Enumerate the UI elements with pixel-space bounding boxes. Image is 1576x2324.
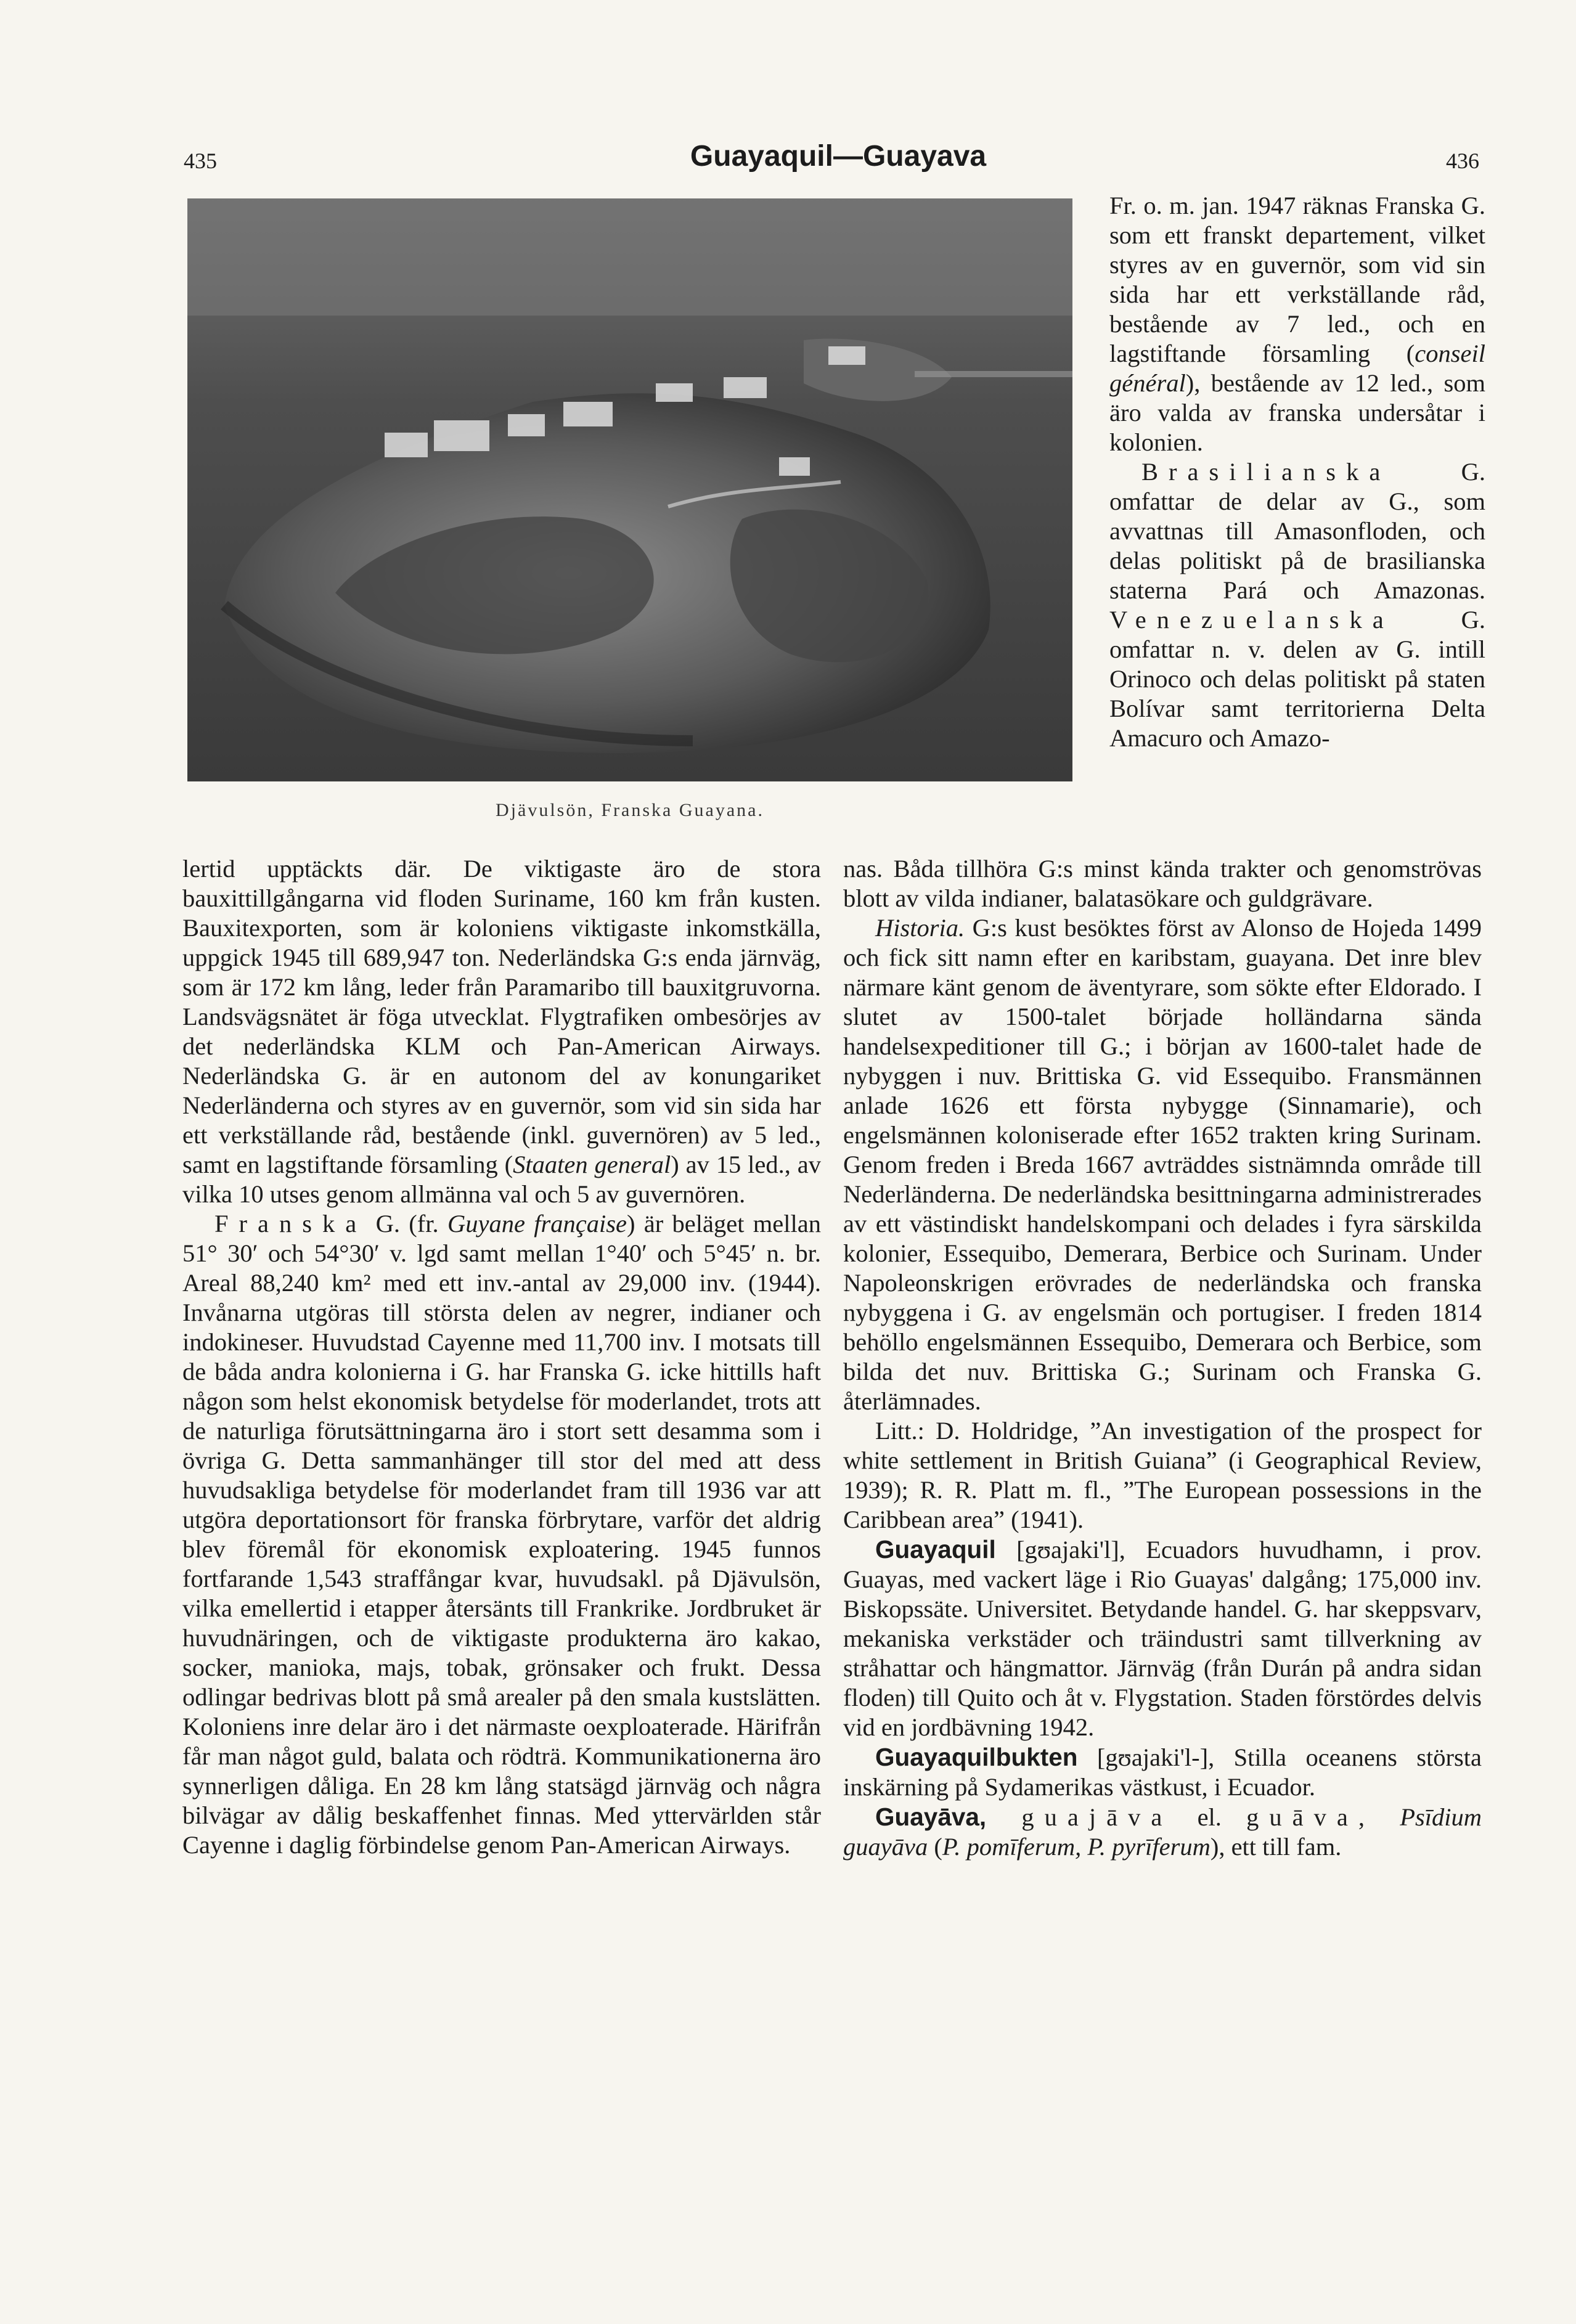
text-run-spaced: guajāva [986, 1803, 1173, 1831]
island-aerial-photo [187, 198, 1072, 781]
text-run: ) av 15 led., av vilka 10 utses genom allmänna val och 5 av guvernören. [182, 1151, 821, 1208]
text-run: lertid upptäckts där. De viktigaste äro de stora bauxittillgångarna vid floden Suriname, 160 km från kusten. Bauxitexporten, som är koloniens viktigaste inkomstkälla, uppgick 1945 till 689,947 ton. Nederländska G:s enda järnväg, som är 172 km lång, leder från Paramaribo till bauxitgruvorna. Landsvägsnätet är föga utvecklat. Flygtrafiken ombesörjes av det nederländska KLM och Pan-American Airways. Nederländska G. är en autonom del av konungariket Nederländerna och styres av en guvernör, som vid sin sida har ett verkställande råd, bestående (inkl. guvernören) av 5 led., samt en lagstiftande församling ( [182, 855, 821, 1178]
paragraph-nederlandska [182, 854, 821, 1209]
entry-guayaquil [843, 1535, 1482, 1742]
running-head: Guayaquil—Guayava [690, 140, 987, 173]
paragraph-nas: nas. Båda tillhöra G:s minst kända trakter och genomströvas blott av vilda indianer, balatasökare och guldgrävare. [843, 855, 1482, 912]
paragraph-litt: Litt.: D. Holdridge, ”An investigation of the prospect for white settlement in British Guiana” (i Geographical Review, 1939); R. R. Platt m. fl., ”The European possessions in the Caribbean area” (1941). [843, 1417, 1482, 1533]
text-run: ), ett till fam. [1210, 1833, 1342, 1861]
text-run-italic: conseil général [1109, 340, 1485, 397]
text-run-spaced: guāva, [1246, 1803, 1376, 1831]
text-run-italic: Guyane française [447, 1210, 627, 1237]
text-run: ( [928, 1833, 942, 1861]
text-run: [gʊajaki'l-], Stilla oceanens största inskärning på Sydamerikas västkust, i Ecuador. [843, 1743, 1482, 1801]
paragraph-franska [182, 1209, 821, 1860]
text-run: ), bestående av 12 led., som äro valda av franska undersåtar i kolonien. [1109, 369, 1485, 456]
entry-guayava [843, 1802, 1482, 1862]
right-column-top [1109, 191, 1485, 753]
text-run: G. omfattar n. v. delen av G. intill Orinoco och delas politiskt på staten Bolívar samt territorierna Delta Amacuro och Amazo- [1109, 606, 1485, 752]
paragraph-brasilianska [1109, 457, 1485, 753]
text-run-spaced: Brasilianska [1141, 458, 1391, 486]
left-column [182, 854, 821, 1860]
text-run: [gʊajaki'l], Ecuadors huvudhamn, i prov. Guayas, med vackert läge i Rio Guayas' dalgång; 175,000 inv. Biskopssäte. Universitet. Betydande handel. G. har skeppsvarv, mekaniska verkstäder och träindustri samt tillverkning av stråhattar och hängmattor. Järnväg (från Durán på andra sidan floden) till Quito och åt v. Flygstation. Staden förstördes delvis vid en jordbävning 1942. [843, 1536, 1482, 1741]
entry-guayaquilbukten [843, 1742, 1482, 1802]
text-run-italic: Historia. [875, 914, 965, 942]
headword: Guayaquil [875, 1535, 996, 1564]
text-run: G. (fr. [367, 1210, 447, 1237]
photo-illustration [187, 198, 1072, 781]
paragraph-departement [1109, 191, 1485, 457]
text-run: G. omfattar de delar av G., som avvattnas till Amasonfloden, och delas politiskt på de brasilianska staterna Pará och Amazonas. [1109, 458, 1485, 604]
text-run-italic: P. pomīferum, P. pyrīferum [942, 1833, 1211, 1861]
paragraph-historia [843, 913, 1482, 1416]
page-number-left: 435 [184, 149, 217, 173]
text-run-italic: Psīdium guayāva [843, 1803, 1482, 1861]
text-run-spaced: Venezuelanska [1109, 606, 1394, 634]
text-run: el. [1172, 1803, 1247, 1831]
text-run-spaced: Franska [214, 1210, 367, 1237]
right-column [843, 854, 1482, 1862]
headword: Guayāva, [875, 1803, 987, 1831]
text-run: G:s kust besöktes först av Alonso de Hojeda 1499 och fick sitt namn efter en karibstam, guayana. Det inre blev närmare känt genom de äventyrare, som sökte efter Eldorado. I slutet av 1500-talet började holländarna sända handelsexpeditioner till G.; i början av 1600-talet hade de nybyggen i nuv. Brittiska G. vid Essequibo. Fransmännen anlade 1626 ett första nybygge (Sinnamarie), och engelsmännen koloniserade efter 1652 trakten kring Surinam. Genom freden i Breda 1667 avträddes sistnämnda område till Nederländerna. De nederländska besittningarna administrerades av ett västindiskt handelskompani och delades i fyra särskilda kolonier, Essequibo, Demerara, Berbice och Surinam. Under Napoleonskrigen erövrades de nederländska och franska nybyggena i G. av engelsmän och portugiser. I freden 1814 behöllo engelsmännen Essequibo, Demerara och Berbice, som bilda det nuv. Brittiska G.; Surinam och Franska G. återlämnades. [843, 914, 1482, 1415]
headword: Guayaquilbukten [875, 1743, 1078, 1771]
text-run: ) är beläget mellan 51° 30′ och 54°30′ v. lgd samt mellan 1°40′ och 5°45′ n. br. Areal 88,240 km² med ett inv.-antal av 29,000 inv. (1944). Invånarna utgöras till största delen av negrer, indianer och indokineser. Huvudstad Cayenne med 11,700 inv. I motsats till de båda andra kolonierna i G. har Franska G. icke hittills haft någon som helst ekonomisk betydelse för moderlandet, trots att de naturliga förutsättningarna äro i stort sett desamma som i övriga G. Detta sammanhänger till stor del med att dess huvudsakliga betydelse för moderlandet fram till 1936 var att utgöra deportationsort för franska förbrytare, varför det aldrig blev föremål för ekonomisk exploatering. 1945 funnos fortfarande 1,543 straffångar kvar, huvudsakl. på Djävulsön, vilka emellertid i etapper återsänts till Frankrike. Jordbruket är huvudnäringen, och de viktigaste produkterna äro kakao, socker, manioka, majs, tobak, grönsaker och frukt. Dessa odlingar bedrivas blott på små arealer på den smala kustslätten. Koloniens inre delar äro i det närmaste oexploaterade. Härifrån får man något guld, balata och rödträ. Kommunikationerna äro synnerligen dåliga. En 28 km lång statsägd järnväg och några bilvägar av dålig beskaffenhet finnas. Med yttervärlden står Cayenne i daglig förbindelse genom Pan-American Airways. [182, 1210, 821, 1859]
figure-caption: Djävulsön, Franska Guayana. [496, 800, 764, 820]
text-run: Fr. o. m. jan. 1947 räknas Franska G. som ett franskt departement, vilket styres av en guvernör, som vid sin sida har ett verkställande råd, bestående av 7 led., och en lagstiftande församling ( [1109, 192, 1485, 367]
page-number-right: 436 [1446, 149, 1479, 173]
text-run-italic: Staaten general [513, 1151, 671, 1178]
